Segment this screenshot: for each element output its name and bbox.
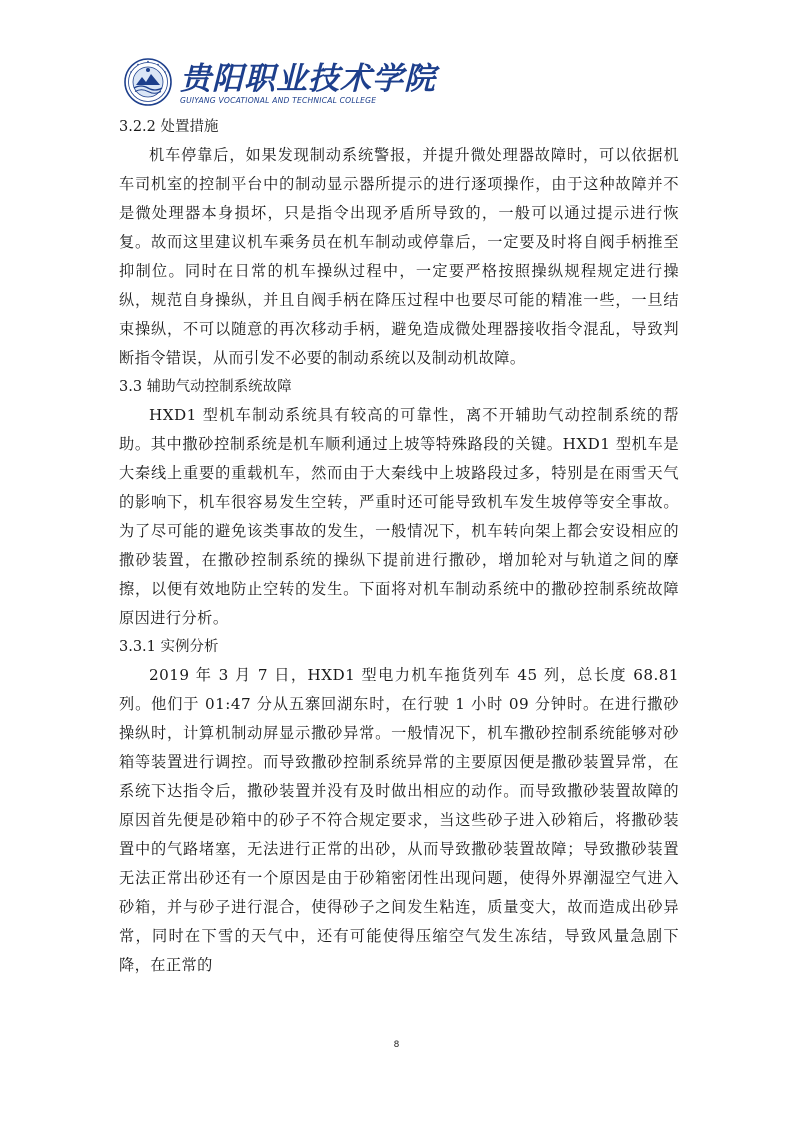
section-3-3-1 <box>119 633 679 980</box>
section-3-3 <box>119 373 679 633</box>
section-heading: 3.3.1 实例分析 <box>119 639 219 655</box>
body-paragraph: 2019 年 3 月 7 日，HXD1 型电力机车拖货列车 45 列，总长度 68.81 列。他们于 01:47 分从五寨回湖东时，在行驶 1 小时 09 分钟时。在进行撒砂操纵时，计算机制动屏显示撒砂异常。一般情况下，机车撒砂控制系统能够对砂箱等装置进行调控。而导致撒砂控制系统异常的主要原因便是撒砂装置异常，在系统下达指令后，撒砂装置并没有及时做出相应的动作。而导致撒砂装置故障的原因首先便是砂箱中的砂子不符合规定要求，当这些砂子进入砂箱后，将撒砂装置中的气路堵塞，无法进行正常的出砂，从而导致撒砂装置故障；导致撒砂装置无法正常出砂还有一个原因是由于砂箱密闭性出现问题，使得外界潮湿空气进入砂箱，并与砂子进行混合，使得砂子之间发生粘连，质量变大，故而造成出砂异常，同时在下雪的天气中，还有可能使得压缩空气发生冻结，导致风量急剧下降，在正常的 <box>119 666 679 974</box>
body-paragraph: 机车停靠后，如果发现制动系统警报，并提升微处理器故障时，可以依据机车司机室的控制平台中的制动显示器所提示的进行逐项操作，由于这种故障并不是微处理器本身损坏，只是指令出现矛盾所导致的，一般可以通过提示进行恢复。故而这里建议机车乘务员在机车制动或停靠后，一定要及时将自阀手柄推至抑制位。同时在日常的机车操纵过程中，一定要严格按照操纵规程规定进行操纵，规范自身操纵，并且自阀手柄在降压过程中也要尽可能的精准一些，一旦结束操纵，不可以随意的再次移动手柄，避免造成微处理器接收指令混乱，导致判断指令错误，从而引发不必要的制动系统以及制动机故障。 <box>119 146 679 367</box>
page-header <box>124 58 454 108</box>
section-heading: 3.3 辅助气动控制系统故障 <box>119 379 292 395</box>
school-name-english: GUIYANG VOCATIONAL AND TECHNICAL COLLEGE <box>180 96 377 105</box>
college-emblem-icon <box>124 58 172 106</box>
section-heading: 3.2.2 处置措施 <box>119 119 219 135</box>
page-number: 8 <box>393 1040 400 1050</box>
section-3-2-2 <box>119 113 679 373</box>
school-name: 贵阳职业技术学院 <box>180 61 436 97</box>
page-body <box>119 113 679 980</box>
body-paragraph: HXD1 型机车制动系统具有较高的可靠性，离不开辅助气动控制系统的帮助。其中撒砂控制系统是机车顺利通过上坡等特殊路段的关键。HXD1 型机车是大秦线上重要的重载机车，然而由于大秦线中上坡路段过多，特别是在雨雪天气的影响下，机车很容易发生空转，严重时还可能导致机车发生坡停等安全事故。为了尽可能的避免该类事故的发生，一般情况下，机车转向架上都会安设相应的撒砂装置，在撒砂控制系统的操纵下提前进行撒砂，增加轮对与轨道之间的摩擦，以便有效地防止空转的发生。下面将对机车制动系统中的撒砂控制系统故障原因进行分析。 <box>119 406 679 627</box>
